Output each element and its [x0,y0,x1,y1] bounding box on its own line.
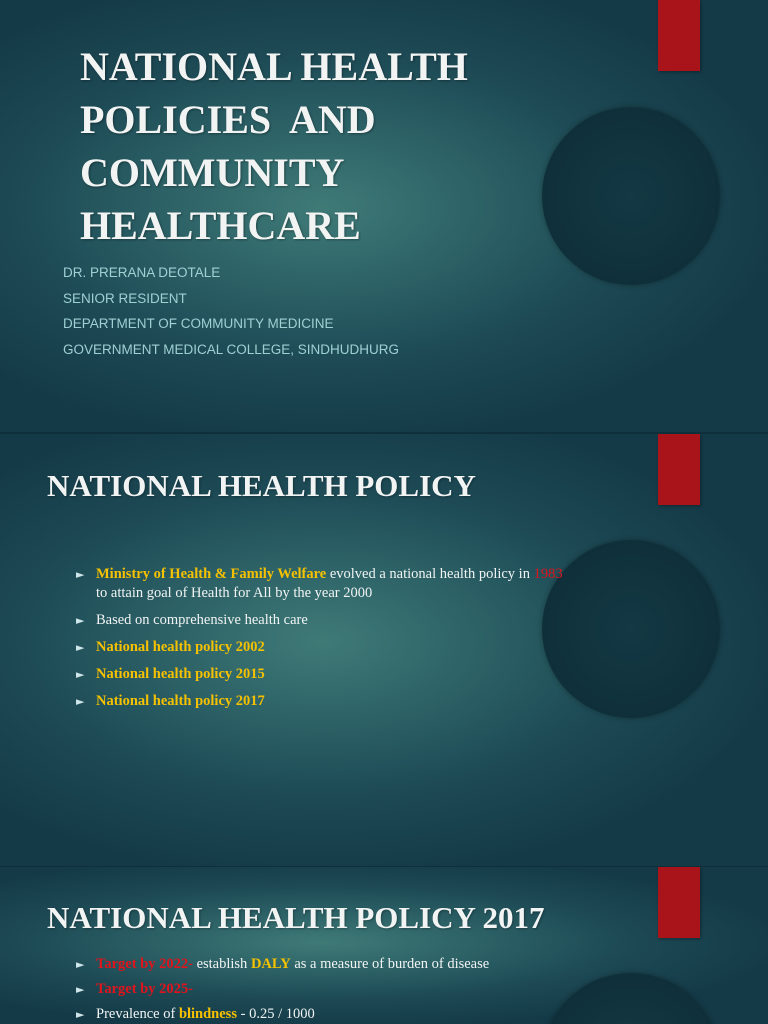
bullet-text: establish [192,956,251,972]
title-line: COMMUNITY [80,150,345,195]
bullet-arrow-icon: ► [76,641,85,654]
title-line: NATIONAL HEALTH [80,44,468,89]
bullet-arrow-icon: ► [76,614,85,627]
bullet-list [76,565,636,719]
bullet-arrow-icon: ► [76,1008,85,1021]
title-line: HEALTHCARE [80,203,361,248]
bullet-highlight: DALY [250,956,291,972]
bullet-text: to attain goal of Health for All by the year 2000 [96,585,373,601]
bullet-highlight: Ministry of Health & Family Welfare [96,566,327,582]
bullet-item [76,955,636,974]
bullet-arrow-icon: ► [76,695,85,708]
red-accent-bar [658,434,700,505]
author-info [63,262,399,364]
author-institution: GOVERNMENT MEDICAL COLLEGE, SINDHUDHURG [63,341,400,357]
bullet-arrow-icon: ► [76,568,85,581]
slide-title: NATIONAL HEALTH POLICY [47,468,476,503]
bullet-list [76,955,636,1024]
slide-title-page[interactable] [0,0,768,432]
slide-title: NATIONAL HEALTH POLICY 2017 [47,900,545,935]
presentation-title [80,40,540,252]
bullet-item [76,665,636,684]
bullet-year: 1983 [533,566,563,582]
bullet-text: Prevalence of [96,1006,179,1022]
slide-national-health-policy[interactable] [0,434,768,866]
decorative-circle [542,107,720,285]
bullet-arrow-icon: ► [76,668,85,681]
title-line: POLICIES AND [80,97,376,142]
bullet-highlight: National health policy 2015 [96,666,265,682]
bullet-target: Target by 2025- [96,981,193,997]
bullet-text: Based on comprehensive health care [96,612,308,628]
bullet-highlight: National health policy 2017 [96,693,265,709]
bullet-highlight: National health policy 2002 [96,639,265,655]
author-designation: SENIOR RESIDENT [63,290,187,306]
red-accent-bar [658,0,700,71]
red-accent-bar [658,867,700,938]
bullet-item [76,638,636,657]
bullet-target: Target by 2022- [96,956,193,972]
bullet-item [76,611,636,630]
bullet-item [76,980,636,999]
bullet-arrow-icon: ► [76,983,85,996]
bullet-text: as a measure of burden of disease [290,956,490,972]
bullet-item [76,1005,636,1024]
bullet-arrow-icon: ► [76,958,85,971]
slide-national-health-policy-2017[interactable] [0,867,768,1024]
bullet-text: - 0.25 / 1000 [236,1006,315,1022]
author-name: DR. PRERANA DEOTALE [63,265,221,280]
author-department: DEPARTMENT OF COMMUNITY MEDICINE [63,316,334,331]
bullet-item [76,565,636,603]
bullet-item [76,692,636,711]
bullet-text: evolved a national health policy in [326,566,534,582]
bullet-highlight: blindness [178,1006,237,1022]
